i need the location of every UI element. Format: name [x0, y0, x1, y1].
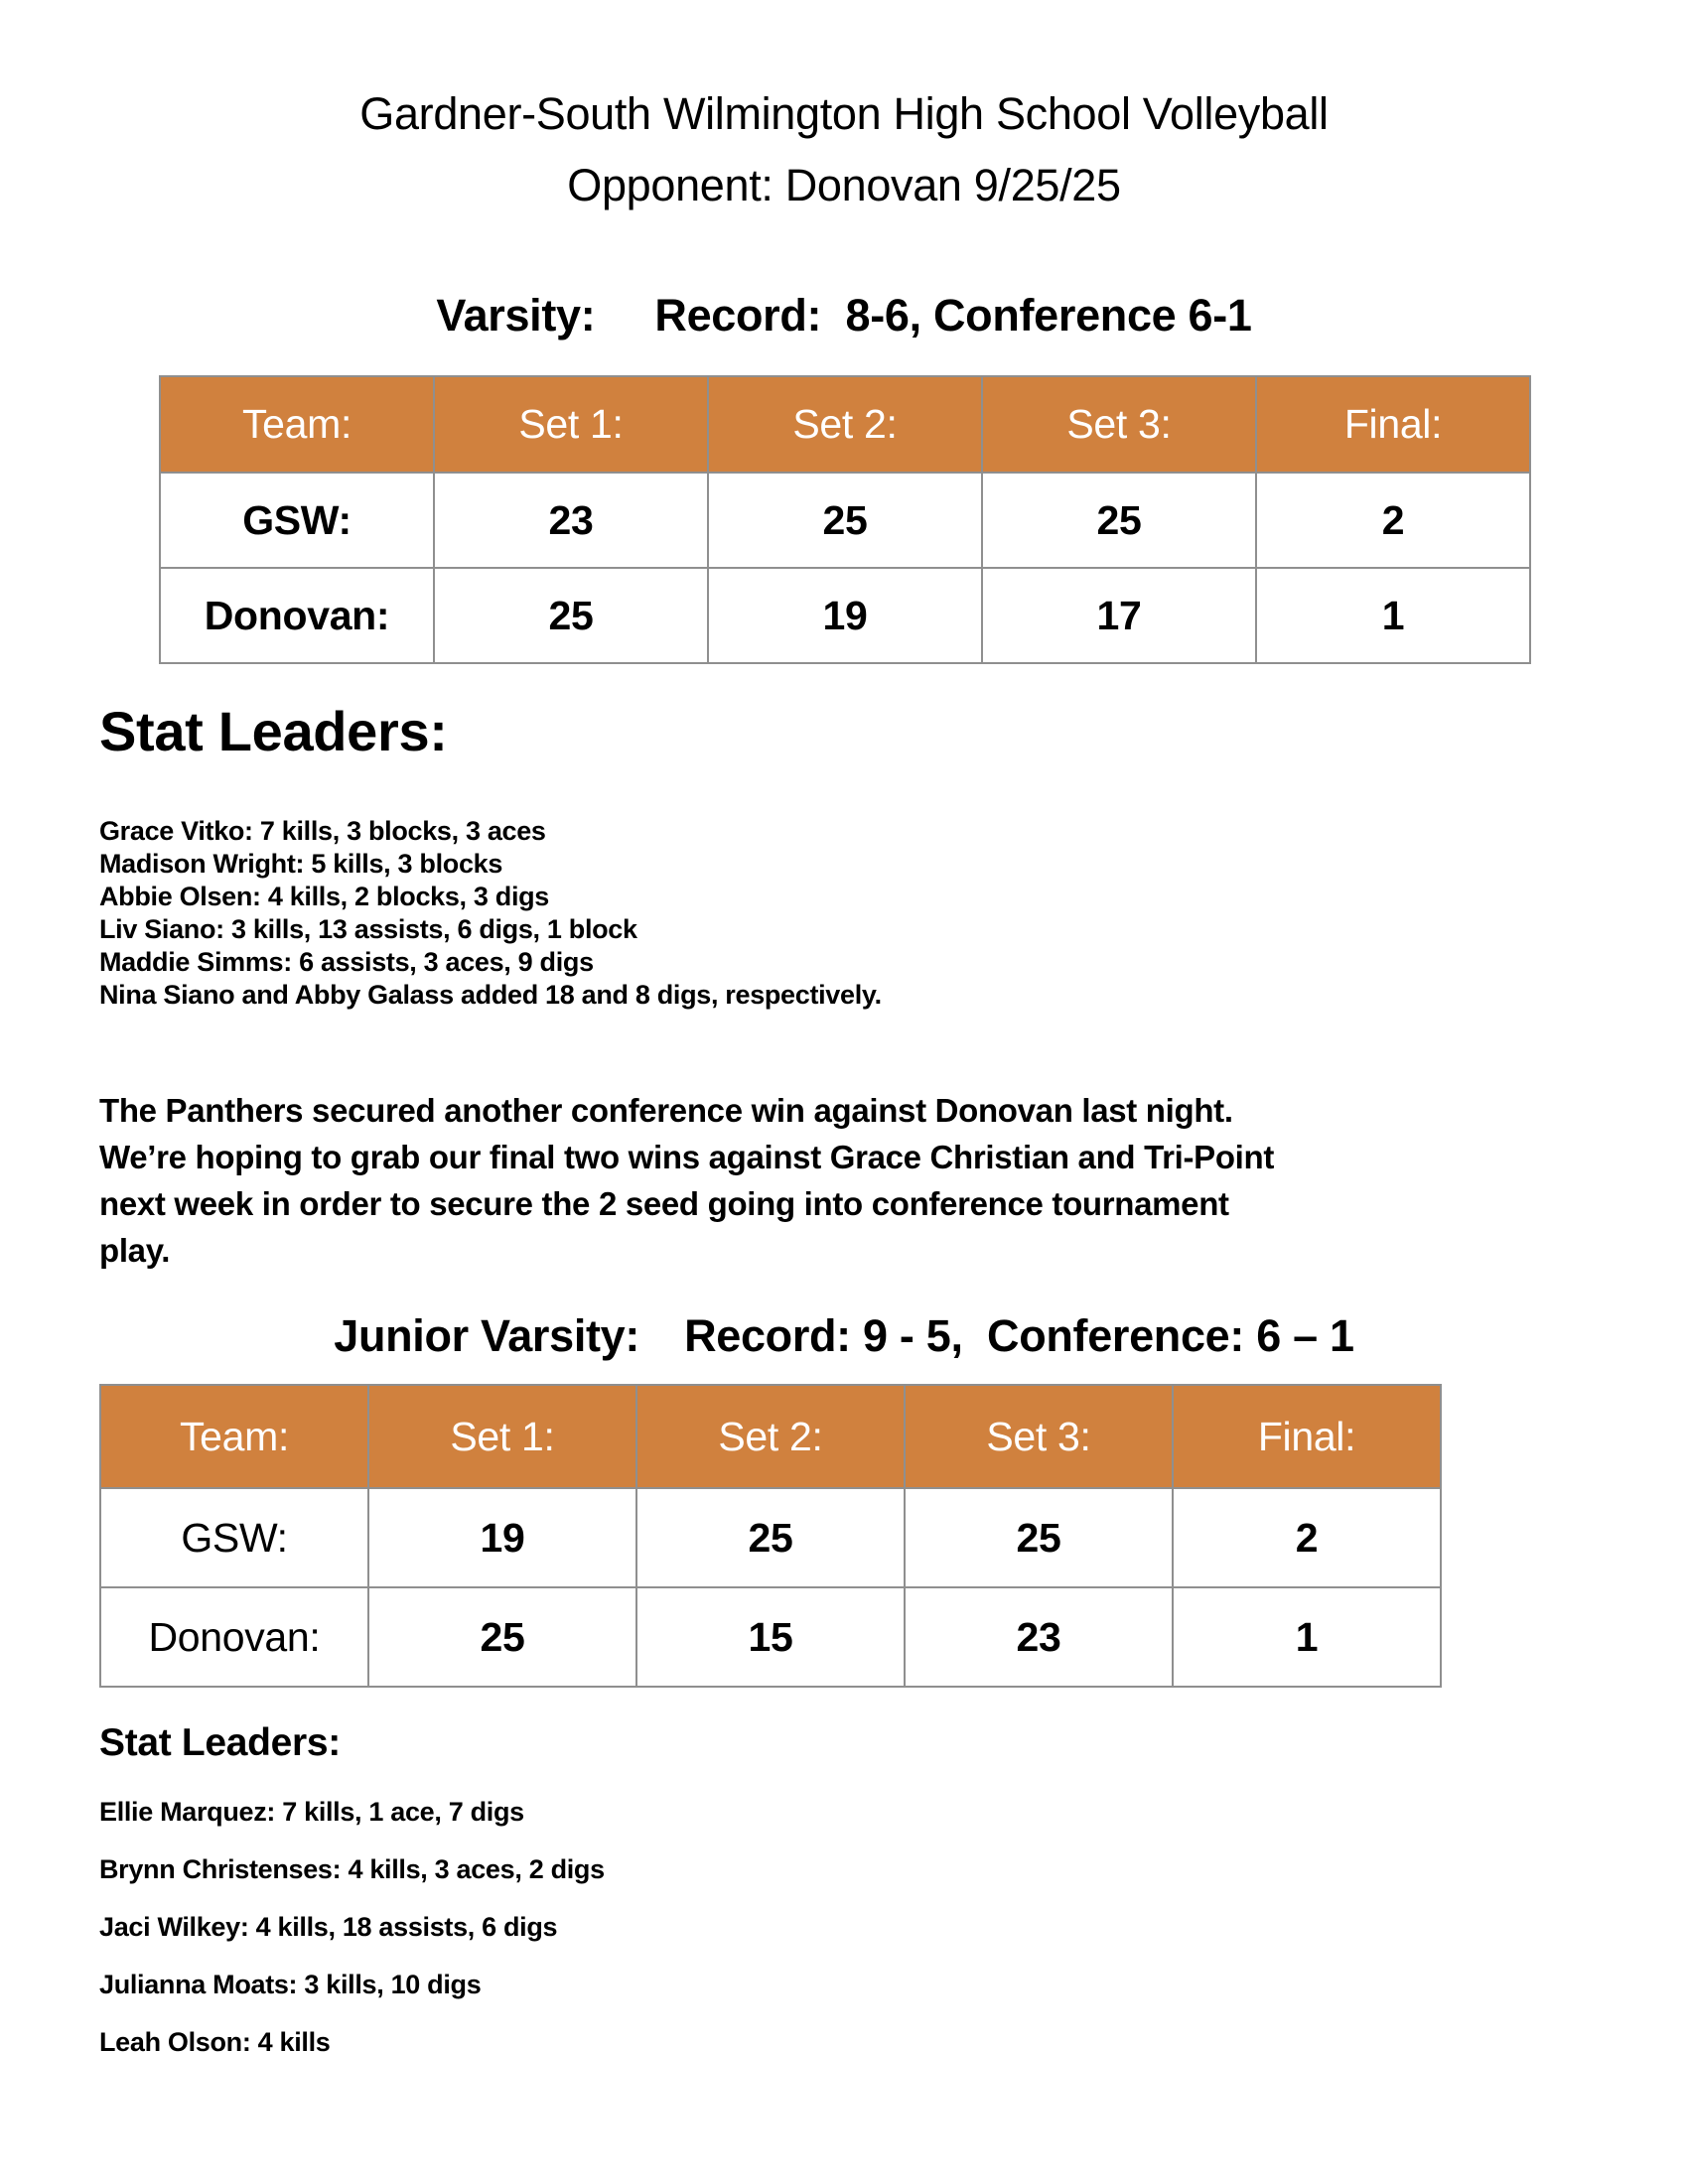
score-cell: 25 [636, 1488, 905, 1587]
jv-label: Junior Varsity: [334, 1310, 640, 1361]
jv-section-heading [0, 1310, 1688, 1361]
varsity-record: Record: 8-6, Conference 6-1 [654, 290, 1252, 341]
score-cell: 1 [1173, 1587, 1441, 1687]
score-cell: 25 [368, 1587, 636, 1687]
column-header-set2: Set 2: [708, 376, 982, 473]
score-cell: 19 [708, 568, 982, 663]
score-cell: 2 [1173, 1488, 1441, 1587]
jv-record: Record: 9 - 5, Conference: 6 – 1 [684, 1310, 1354, 1361]
summary-line: The Panthers secured another conference win against Donovan last night. [99, 1092, 1233, 1129]
stat-line: Maddie Simms: 6 assists, 3 aces, 9 digs [99, 947, 594, 977]
stat-line: Nina Siano and Abby Galass added 18 and 8 digs, respectively. [99, 980, 882, 1010]
score-cell: 23 [905, 1587, 1173, 1687]
varsity-header-row [160, 376, 1530, 473]
summary-line: play. [99, 1232, 171, 1269]
varsity-row-donovan [160, 568, 1530, 663]
column-header-set1: Set 1: [434, 376, 708, 473]
stat-line: Abbie Olsen: 4 kills, 2 blocks, 3 digs [99, 882, 549, 911]
jv-stat-leaders-list [99, 1798, 1688, 2056]
summary-line: next week in order to secure the 2 seed going into conference tournament [99, 1185, 1229, 1222]
stat-line: Julianna Moats: 3 kills, 10 digs [99, 1970, 482, 1999]
score-cell: 23 [434, 473, 708, 568]
varsity-label: Varsity: [436, 290, 596, 341]
score-cell: 25 [905, 1488, 1173, 1587]
jv-header-row [100, 1385, 1441, 1488]
team-cell: Donovan: [160, 568, 434, 663]
page-title: Gardner-South Wilmington High School Volleyball [359, 88, 1329, 139]
stat-line: Grace Vitko: 7 kills, 3 blocks, 3 aces [99, 816, 546, 846]
stat-line: Leah Olson: 4 kills [99, 2027, 331, 2057]
score-cell: 1 [1256, 568, 1530, 663]
score-cell: 25 [982, 473, 1256, 568]
column-header-set1: Set 1: [368, 1385, 636, 1488]
stat-line: Jaci Wilkey: 4 kills, 18 assists, 6 digs [99, 1912, 558, 1942]
jv-score-table [99, 1384, 1442, 1688]
varsity-score-table [159, 375, 1531, 664]
summary-line: We’re hoping to grab our final two wins against Grace Christian and Tri-Point [99, 1139, 1275, 1175]
team-cell: GSW: [160, 473, 434, 568]
column-header-set3: Set 3: [982, 376, 1256, 473]
score-cell: 25 [708, 473, 982, 568]
jv-row-donovan [100, 1587, 1441, 1687]
score-cell: 19 [368, 1488, 636, 1587]
varsity-section-heading [0, 290, 1688, 341]
column-header-set2: Set 2: [636, 1385, 905, 1488]
jv-row-gsw [100, 1488, 1441, 1587]
score-cell: 2 [1256, 473, 1530, 568]
score-cell: 17 [982, 568, 1256, 663]
column-header-final: Final: [1173, 1385, 1441, 1488]
varsity-stat-leaders-list [99, 815, 1688, 1012]
stat-line: Ellie Marquez: 7 kills, 1 ace, 7 digs [99, 1797, 524, 1827]
score-cell: 15 [636, 1587, 905, 1687]
team-cell: GSW: [100, 1488, 368, 1587]
jv-stat-leaders-heading: Stat Leaders: [99, 1721, 341, 1764]
page-subtitle: Opponent: Donovan 9/25/25 [567, 160, 1121, 210]
stat-line: Madison Wright: 5 kills, 3 blocks [99, 849, 503, 879]
score-cell: 25 [434, 568, 708, 663]
column-header-final: Final: [1256, 376, 1530, 473]
team-cell: Donovan: [100, 1587, 368, 1687]
column-header-team: Team: [100, 1385, 368, 1488]
stat-line: Brynn Christenses: 4 kills, 3 aces, 2 digs [99, 1854, 605, 1884]
varsity-row-gsw [160, 473, 1530, 568]
stat-line: Liv Siano: 3 kills, 13 assists, 6 digs, 1 block [99, 914, 637, 944]
column-header-set3: Set 3: [905, 1385, 1173, 1488]
varsity-stat-leaders-heading: Stat Leaders: [99, 700, 448, 762]
column-header-team: Team: [160, 376, 434, 473]
summary-paragraph [99, 1087, 1688, 1274]
